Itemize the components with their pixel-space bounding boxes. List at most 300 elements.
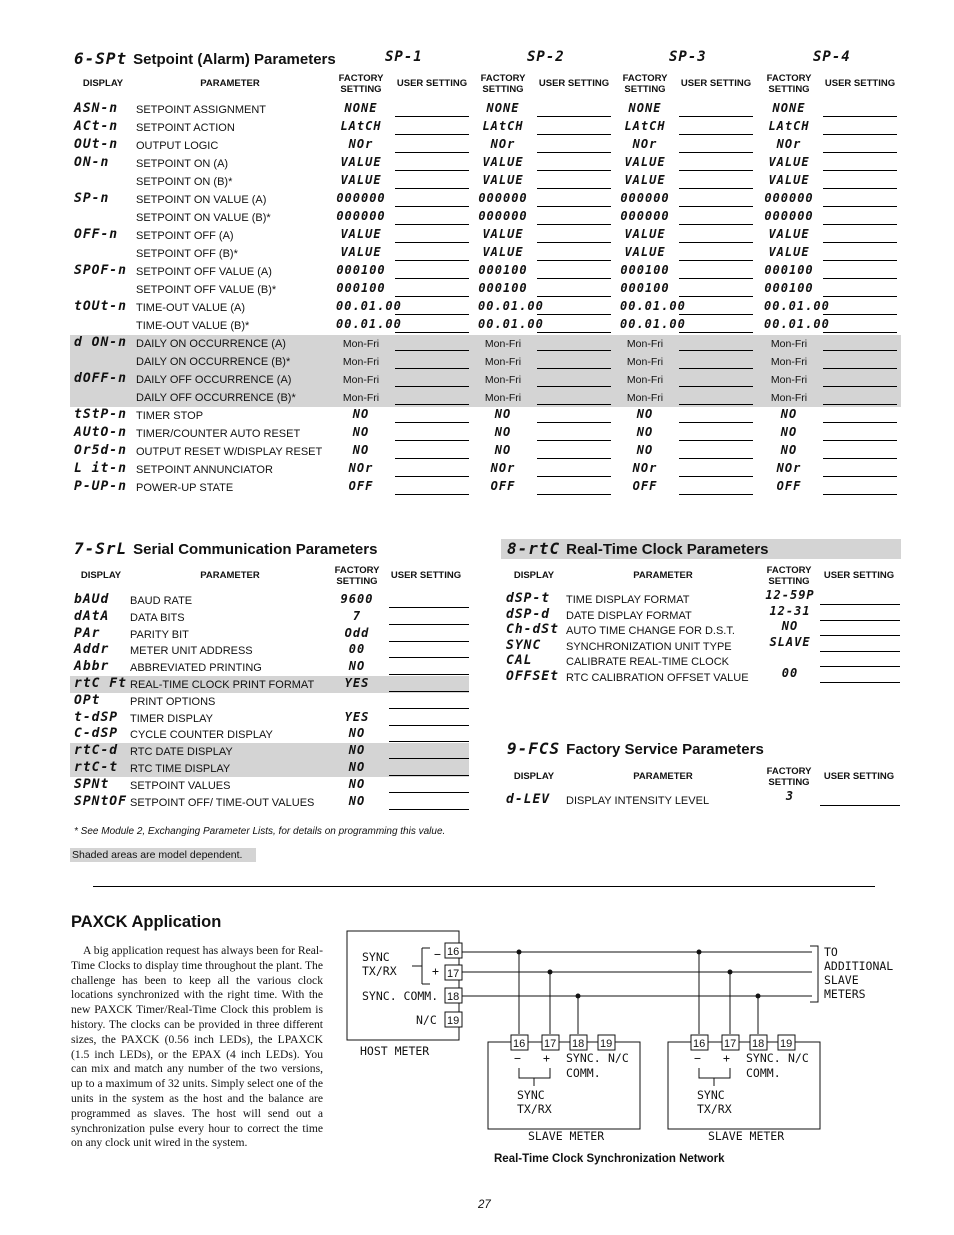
sp-user-setting-field[interactable]: [823, 206, 897, 207]
sp-factory-setting: Mon-Fri: [342, 374, 380, 386]
rtc-title: [507, 539, 769, 558]
sp-row-parameter: DAILY OFF OCCURRENCE (A): [136, 374, 292, 386]
sp-factory-setting: 000000: [764, 191, 814, 205]
serial-title: [74, 539, 377, 558]
slave-terminal-number: 19: [780, 1038, 793, 1050]
setpoint-code: 6-SPt: [74, 49, 128, 68]
serial-user-setting-field[interactable]: [389, 792, 469, 793]
serial-row-display: OPt: [74, 692, 101, 708]
sp-user-setting-field[interactable]: [395, 260, 469, 261]
serial-row-display: SPNtOF: [74, 793, 127, 809]
rtc-header-user: USER SETTING: [823, 570, 895, 581]
rtc-row-display: SYNC: [506, 637, 542, 653]
bus-junction-dot: [697, 950, 702, 955]
rtc-factory-setting: SLAVE: [769, 634, 811, 649]
sync-network-diagram: [340, 926, 920, 1146]
sp-user-setting-field[interactable]: [537, 116, 611, 117]
serial-row-parameter: SETPOINT VALUES: [130, 779, 231, 792]
serial-factory-setting: NO: [348, 726, 366, 741]
sp-user-setting-field[interactable]: [395, 386, 469, 387]
sp-user-setting-field[interactable]: [823, 224, 897, 225]
sp-row-display: OUt-n: [74, 137, 119, 152]
sp-factory-setting: LAtCH: [768, 119, 810, 133]
factory-header-factory: FACTORY SETTING: [766, 766, 812, 788]
sp-user-setting-field[interactable]: [395, 278, 469, 279]
bus-junction-dot: [517, 950, 522, 955]
sp-factory-setting: LAtCH: [624, 119, 666, 133]
sp-user-setting-field[interactable]: [537, 350, 611, 351]
sp-column-title: SP-4: [813, 49, 851, 65]
sp-factory-setting: VALUE: [768, 173, 810, 187]
sp-factory-setting: NONE: [486, 101, 520, 115]
slave-minus-label: −: [514, 1051, 521, 1065]
rtc-row-display: dSP-t: [506, 591, 551, 606]
sp-user-setting-field[interactable]: [823, 422, 897, 423]
serial-factory-setting: 7: [352, 608, 362, 623]
sp-row-parameter: SETPOINT OFF (B)*: [136, 248, 238, 260]
serial-user-setting-field[interactable]: [389, 809, 469, 810]
sp-factory-setting: 000100: [620, 263, 670, 277]
sp-row-display: L it-n: [74, 461, 127, 476]
slave-meter-label: SLAVE METER: [708, 1129, 785, 1143]
sp-user-setting-field[interactable]: [395, 296, 469, 297]
sp-user-setting-field[interactable]: [395, 116, 469, 117]
serial-row-display: C-dSP: [74, 726, 119, 742]
sp-column-title: SP-3: [669, 49, 707, 65]
sp-user-setting-field[interactable]: [823, 386, 897, 387]
sp-row-display: ON-n: [74, 155, 110, 170]
slave-terminal-number: 18: [572, 1038, 585, 1050]
factory-user-setting-field[interactable]: [820, 805, 900, 806]
serial-factory-setting: NO: [348, 793, 366, 808]
sp-header-factory: FACTORY SETTING: [766, 73, 812, 95]
sp-row-display: SPOF-n: [74, 263, 127, 278]
sp-factory-setting: NO: [636, 425, 654, 439]
sp-row-display: tStP-n: [74, 407, 127, 422]
sp-factory-setting: VALUE: [624, 245, 666, 259]
sp-user-setting-field[interactable]: [395, 476, 469, 477]
slave-meter-label: SLAVE METER: [528, 1129, 605, 1143]
host-txrx-label: TX/RX: [362, 964, 397, 978]
serial-factory-setting: NO: [348, 659, 366, 674]
sp-user-setting-field[interactable]: [679, 224, 753, 225]
sp-header-user: USER SETTING: [680, 78, 752, 89]
sp-header-user: USER SETTING: [538, 78, 610, 89]
diagram-caption: Real-Time Clock Synchronization Network: [494, 1153, 725, 1165]
factory-header-parameter: PARAMETER: [633, 771, 693, 782]
sp-factory-setting: 00.01.00: [620, 317, 686, 331]
sp-factory-setting: 00.01.00: [764, 299, 830, 313]
sp-header-factory: FACTORY SETTING: [480, 73, 526, 95]
sp-user-setting-field[interactable]: [537, 458, 611, 459]
serial-row-parameter: ABBREVIATED PRINTING: [130, 662, 262, 675]
sp-user-setting-field[interactable]: [679, 206, 753, 207]
serial-row-parameter: REAL-TIME CLOCK PRINT FORMAT: [130, 679, 315, 691]
bus-junction-dot: [756, 994, 761, 999]
sp-user-setting-field[interactable]: [395, 206, 469, 207]
serial-header-user: USER SETTING: [390, 570, 462, 581]
host-comm-label: SYNC. COMM.: [362, 989, 439, 1003]
bus-junction-dot: [548, 970, 553, 975]
sp-factory-setting: 000100: [620, 281, 670, 295]
sp-user-setting-field[interactable]: [395, 188, 469, 189]
sp-user-setting-field[interactable]: [679, 278, 753, 279]
sp-factory-setting: VALUE: [624, 227, 666, 241]
sp-user-setting-field[interactable]: [679, 368, 753, 369]
rtc-row-parameter: RTC CALIBRATION OFFSET VALUE: [566, 672, 749, 684]
slave-terminal-number: 16: [513, 1038, 526, 1050]
sp-factory-setting: 000100: [478, 263, 528, 277]
sp-factory-setting: VALUE: [768, 245, 810, 259]
sp-user-setting-field[interactable]: [537, 314, 611, 315]
sp-factory-setting: NONE: [628, 101, 662, 115]
rtc-row-parameter: DATE DISPLAY FORMAT: [566, 609, 692, 622]
sp-user-setting-field[interactable]: [395, 224, 469, 225]
sp-factory-setting: NOr: [348, 137, 374, 151]
sp-factory-setting: VALUE: [768, 155, 810, 169]
additional-label-0: TO: [824, 945, 838, 959]
bus-drops: [517, 950, 761, 1035]
sp-user-setting-field[interactable]: [395, 494, 469, 495]
sp-user-setting-field[interactable]: [823, 260, 897, 261]
sp-user-setting-field[interactable]: [395, 242, 469, 243]
serial-title-text: Serial Communication Parameters: [133, 541, 378, 558]
serial-code: 7-SrL: [74, 539, 128, 558]
sp-user-setting-field[interactable]: [679, 242, 753, 243]
factory-code: 9-FCS: [507, 739, 561, 758]
sp-factory-setting: NOr: [776, 137, 802, 151]
factory-header-user: USER SETTING: [823, 771, 895, 782]
rtc-row-parameter: AUTO TIME CHANGE FOR D.S.T.: [566, 625, 735, 638]
rtc-title-text: Real-Time Clock Parameters: [566, 541, 769, 558]
additional-label-1: ADDITIONAL: [824, 959, 894, 973]
bus-junction-dot: [576, 994, 581, 999]
sp-factory-setting: VALUE: [482, 245, 524, 259]
sp-row-parameter: POWER-UP STATE: [136, 482, 234, 494]
serial-row-display: rtC-d: [74, 743, 119, 759]
sp-user-setting-field[interactable]: [823, 170, 897, 171]
sp-user-setting-field[interactable]: [537, 296, 611, 297]
sp-row-parameter: SETPOINT OFF (A): [136, 230, 234, 242]
sp-user-setting-field[interactable]: [537, 386, 611, 387]
sp-factory-setting: Mon-Fri: [484, 338, 522, 350]
slave-txrx-label: TX/RX: [517, 1102, 552, 1116]
sp-user-setting-field[interactable]: [823, 314, 897, 315]
sp-user-setting-field[interactable]: [679, 116, 753, 117]
slave-sync-comm-label: SYNC.: [566, 1051, 601, 1065]
sp-user-setting-field[interactable]: [537, 422, 611, 423]
serial-row-parameter: PRINT OPTIONS: [130, 695, 216, 708]
serial-row-display: rtC Ft: [74, 676, 127, 691]
sp-factory-setting: NO: [352, 443, 370, 457]
sp-user-setting-field[interactable]: [823, 458, 897, 459]
serial-user-setting-field[interactable]: [389, 641, 469, 642]
serial-row-parameter: RTC DATE DISPLAY: [130, 746, 233, 759]
sp-user-setting-field[interactable]: [537, 134, 611, 135]
sp-user-setting-field[interactable]: [395, 314, 469, 315]
sp-row-display: tOUt-n: [74, 299, 127, 314]
sp-factory-setting: NO: [780, 425, 798, 439]
rtc-row-display: OFFSEt: [506, 669, 559, 684]
sp-row-parameter: SETPOINT ACTION: [136, 122, 235, 134]
sp-factory-setting: 000000: [336, 191, 386, 205]
host-terminal-number: 17: [447, 968, 460, 980]
sp-row-parameter: SETPOINT ASSIGNMENT: [136, 104, 266, 116]
sp-factory-setting: 00.01.00: [336, 317, 402, 331]
sp-user-setting-field[interactable]: [395, 458, 469, 459]
sp-user-setting-field[interactable]: [537, 206, 611, 207]
sp-user-setting-field[interactable]: [537, 404, 611, 405]
serial-row-display: Abbr: [74, 659, 110, 675]
sp-user-setting-field[interactable]: [395, 332, 469, 333]
host-sync-label: SYNC: [362, 950, 390, 964]
serial-user-setting-field[interactable]: [389, 691, 469, 692]
sp-factory-setting: NO: [636, 443, 654, 457]
setpoint-title-text: Setpoint (Alarm) Parameters: [133, 51, 336, 68]
serial-header-parameter: PARAMETER: [200, 570, 260, 581]
sp-factory-setting: LAtCH: [482, 119, 524, 133]
sp-user-setting-field[interactable]: [679, 170, 753, 171]
sp-user-setting-field[interactable]: [679, 296, 753, 297]
sp-user-setting-field[interactable]: [823, 332, 897, 333]
sp-factory-setting: VALUE: [624, 155, 666, 169]
sp-user-setting-field[interactable]: [537, 476, 611, 477]
sp-user-setting-field[interactable]: [537, 494, 611, 495]
rtc-row-display: dSP-d: [506, 606, 551, 622]
sp-row-display: d ON-n: [74, 335, 127, 350]
sp-user-setting-field[interactable]: [823, 116, 897, 117]
slave-meter: [488, 1035, 640, 1143]
sp-user-setting-field[interactable]: [823, 134, 897, 135]
sp-factory-setting: VALUE: [624, 173, 666, 187]
application-paragraph: A big application request has always been for Real-Time Clocks to display time throughout the plant. The challenge has been to keep all the various clock locations synchronized with the right time. With the new PAXCK Timer/Real-Time Clock this problem is history. The clocks can be provided in three different sizes, the PAXCK (0.56 inch LEDs), the LPAXCK (1.5 inch LEDs), or the EPAX (4 inch LEDs). You can mix and match any number of the two versions, up to a maximum of 32 units. Simply select one of the units in the system as the host and the balance are programmed as slaves. The host will send out a synchronization pulse every hour to correct the time on any clock unit wired in the system.: [71, 944, 323, 1150]
sp-user-setting-field[interactable]: [823, 242, 897, 243]
sp-user-setting-field[interactable]: [679, 350, 753, 351]
page-number: 27: [478, 1199, 491, 1211]
sp-factory-setting: OFF: [490, 479, 516, 493]
sp-factory-setting: OFF: [348, 479, 374, 493]
factory-title-text: Factory Service Parameters: [566, 741, 764, 758]
sp-user-setting-field[interactable]: [395, 350, 469, 351]
sp-user-setting-field[interactable]: [823, 278, 897, 279]
sp-row-parameter: SETPOINT ON VALUE (B)*: [136, 212, 271, 224]
rtc-row-parameter: TIME DISPLAY FORMAT: [566, 594, 690, 606]
slave-meter: [668, 1035, 820, 1143]
sp-header-display: DISPLAY: [82, 78, 124, 89]
serial-row-parameter: PARITY BIT: [130, 628, 189, 641]
additional-label-2: SLAVE: [824, 973, 859, 987]
rtc-user-setting-field[interactable]: [820, 635, 900, 636]
sp-user-setting-field[interactable]: [679, 494, 753, 495]
sp-user-setting-field[interactable]: [679, 404, 753, 405]
sp-factory-setting: NOr: [490, 137, 516, 151]
serial-user-setting-field[interactable]: [389, 624, 469, 625]
sp-factory-setting: NONE: [344, 101, 378, 115]
sp-factory-setting: Mon-Fri: [626, 392, 664, 404]
sp-user-setting-field[interactable]: [537, 260, 611, 261]
serial-factory-setting: NO: [348, 776, 366, 791]
sp-row-display: ASN-n: [74, 101, 119, 116]
sp-user-setting-field[interactable]: [823, 296, 897, 297]
sp-header-user: USER SETTING: [396, 78, 468, 89]
sp-user-setting-field[interactable]: [395, 368, 469, 369]
rtc-user-setting-field[interactable]: [820, 666, 900, 667]
sp-factory-setting: Mon-Fri: [770, 338, 808, 350]
sp-user-setting-field[interactable]: [679, 134, 753, 135]
sp-user-setting-field[interactable]: [395, 134, 469, 135]
sp-user-setting-field[interactable]: [537, 242, 611, 243]
sp-user-setting-field[interactable]: [537, 152, 611, 153]
sp-factory-setting: VALUE: [768, 227, 810, 241]
host-sync-bracket: [412, 948, 430, 984]
sp-factory-setting: Mon-Fri: [342, 392, 380, 404]
sp-factory-setting: 000000: [336, 209, 386, 223]
slave-sync-comm-label: SYNC.: [746, 1051, 781, 1065]
rtc-factory-setting: 12-59P: [765, 588, 815, 602]
sp-row-display: ACt-n: [74, 119, 119, 134]
sp-user-setting-field[interactable]: [679, 440, 753, 441]
sp-factory-setting: NO: [494, 425, 512, 439]
sp-factory-setting: 000000: [620, 209, 670, 223]
serial-factory-setting: YES: [344, 676, 370, 690]
serial-factory-setting: YES: [344, 709, 370, 724]
sp-user-setting-field[interactable]: [679, 422, 753, 423]
sp-user-setting-field[interactable]: [395, 170, 469, 171]
serial-row-parameter: METER UNIT ADDRESS: [130, 645, 253, 658]
sp-factory-setting: 000100: [764, 263, 814, 277]
rtc-header-display: DISPLAY: [513, 570, 555, 581]
sp-factory-setting: Mon-Fri: [484, 374, 522, 386]
sp-user-setting-field[interactable]: [679, 314, 753, 315]
serial-row-display: bAUd: [74, 592, 110, 607]
sp-factory-setting: 000100: [764, 281, 814, 295]
serial-user-setting-field[interactable]: [389, 708, 469, 709]
slave-sync-comm-label-2: COMM.: [566, 1066, 601, 1080]
sp-header-parameter: PARAMETER: [200, 78, 260, 89]
sp-user-setting-field[interactable]: [395, 404, 469, 405]
sp-user-setting-field[interactable]: [537, 188, 611, 189]
factory-row-parameter: DISPLAY INTENSITY LEVEL: [566, 795, 710, 807]
rtc-user-setting-field[interactable]: [820, 651, 900, 652]
serial-user-setting-field[interactable]: [389, 775, 469, 776]
serial-user-setting-field[interactable]: [389, 725, 469, 726]
sp-user-setting-field[interactable]: [679, 458, 753, 459]
sp-factory-setting: VALUE: [340, 173, 382, 187]
sp-user-setting-field[interactable]: [395, 422, 469, 423]
slave-sync-label: SYNC: [697, 1088, 725, 1102]
rtc-user-setting-field[interactable]: [820, 620, 900, 621]
sp-user-setting-field[interactable]: [823, 494, 897, 495]
sp-factory-setting: 00.01.00: [764, 317, 830, 331]
sp-factory-setting: Mon-Fri: [626, 374, 664, 386]
sp-factory-setting: 00.01.00: [478, 317, 544, 331]
sp-user-setting-field[interactable]: [823, 404, 897, 405]
serial-user-setting-field[interactable]: [389, 657, 469, 658]
rtc-code: 8-rtC: [507, 539, 561, 558]
sp-user-setting-field[interactable]: [537, 332, 611, 333]
rtc-header-factory: FACTORY SETTING: [766, 565, 812, 587]
slave-nc-label: N/C: [788, 1051, 809, 1065]
factory-factory-setting: 3: [785, 789, 795, 803]
sp-factory-setting: 000100: [336, 281, 386, 295]
divider-rule: [93, 886, 875, 887]
sp-row-display: OFF-n: [74, 227, 119, 242]
additional-label-3: METERS: [824, 987, 866, 1001]
sp-row-parameter: SETPOINT OFF VALUE (B)*: [136, 284, 277, 296]
sp-user-setting-field[interactable]: [679, 188, 753, 189]
sp-user-setting-field[interactable]: [395, 440, 469, 441]
sp-row-display: P-UP-n: [74, 479, 127, 494]
factory-title: [507, 739, 764, 758]
sp-factory-setting: OFF: [632, 479, 658, 493]
sp-user-setting-field[interactable]: [537, 224, 611, 225]
serial-row-display: rtC-t: [74, 760, 119, 775]
sp-row-parameter: OUTPUT RESET W/DISPLAY RESET: [136, 446, 323, 458]
serial-row-display: Addr: [74, 642, 110, 658]
slave-terminal-number: 18: [752, 1038, 765, 1050]
sp-factory-setting: VALUE: [340, 155, 382, 169]
sp-user-setting-field[interactable]: [823, 350, 897, 351]
sp-column-title: SP-1: [385, 49, 423, 65]
sp-row-parameter: SETPOINT ON (B)*: [136, 176, 233, 188]
sp-factory-setting: Mon-Fri: [342, 356, 380, 368]
rtc-user-setting-field[interactable]: [820, 604, 900, 605]
sp-row-parameter: SETPOINT ANNUNCIATOR: [136, 464, 273, 476]
serial-factory-setting: 9600: [340, 592, 374, 606]
sp-factory-setting: VALUE: [340, 227, 382, 241]
sp-header-factory: FACTORY SETTING: [338, 73, 384, 95]
sp-user-setting-field[interactable]: [679, 476, 753, 477]
sp-user-setting-field[interactable]: [823, 188, 897, 189]
sp-factory-setting: Mon-Fri: [770, 356, 808, 368]
sp-user-setting-field[interactable]: [537, 170, 611, 171]
sp-user-setting-field[interactable]: [823, 152, 897, 153]
shaded-note: Shaded areas are model dependent.: [70, 848, 256, 862]
sp-user-setting-field[interactable]: [679, 152, 753, 153]
host-plus-label: +: [432, 964, 439, 978]
sp-row-parameter: SETPOINT OFF VALUE (A): [136, 266, 272, 278]
serial-factory-setting: 00: [348, 642, 366, 657]
sp-user-setting-field[interactable]: [823, 476, 897, 477]
sp-header-factory: FACTORY SETTING: [622, 73, 668, 95]
bus-junction-dot: [728, 970, 733, 975]
sp-user-setting-field[interactable]: [823, 368, 897, 369]
serial-row-parameter: TIMER DISPLAY: [130, 712, 213, 725]
serial-row-parameter: CYCLE COUNTER DISPLAY: [130, 729, 273, 742]
serial-user-setting-field[interactable]: [389, 607, 469, 608]
sp-user-setting-field[interactable]: [823, 440, 897, 441]
sp-user-setting-field[interactable]: [537, 278, 611, 279]
rtc-user-setting-field[interactable]: [820, 682, 900, 683]
sp-user-setting-field[interactable]: [537, 368, 611, 369]
rtc-factory-setting: 12-31: [769, 603, 811, 618]
serial-row-parameter: BAUD RATE: [130, 595, 193, 607]
rtc-factory-setting: NO: [781, 619, 799, 634]
sp-user-setting-field[interactable]: [679, 386, 753, 387]
sp-factory-setting: VALUE: [482, 227, 524, 241]
sp-factory-setting: Mon-Fri: [484, 392, 522, 404]
slave-nc-label: N/C: [608, 1051, 629, 1065]
sp-user-setting-field[interactable]: [679, 260, 753, 261]
sp-factory-setting: NO: [494, 443, 512, 457]
sp-user-setting-field[interactable]: [679, 332, 753, 333]
sp-factory-setting: Mon-Fri: [770, 374, 808, 386]
sp-user-setting-field[interactable]: [537, 440, 611, 441]
rtc-row-parameter: CALIBRATE REAL-TIME CLOCK: [566, 656, 729, 669]
sp-user-setting-field[interactable]: [395, 152, 469, 153]
sp-factory-setting: NOr: [490, 461, 516, 475]
sp-row-parameter: TIME-OUT VALUE (A): [136, 302, 245, 314]
